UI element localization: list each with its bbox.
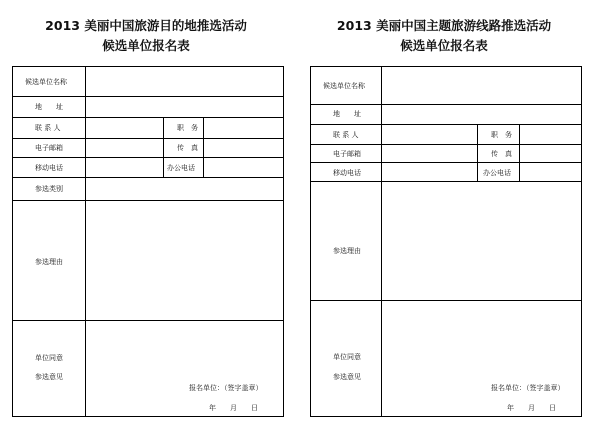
- contact-label: 联 系 人: [35, 124, 61, 132]
- address-label: 地 址: [333, 110, 361, 118]
- fax-label: 传 真: [491, 150, 512, 158]
- reason-label: 参选理由: [35, 258, 63, 266]
- route-registration-form: [304, 0, 584, 428]
- category-label: 参选类别: [35, 185, 63, 193]
- date-label: 年 月 日: [507, 404, 556, 412]
- candidate-name-label: 候选单位名称: [323, 82, 365, 90]
- email-label: 电子邮箱: [333, 150, 361, 158]
- form-title: 2013 美丽中国主题旅游线路推选活动: [336, 18, 552, 33]
- contact-label: 联 系 人: [333, 131, 359, 139]
- date-label: 年 月 日: [209, 404, 258, 412]
- opinion-label-1: 单位同意: [333, 353, 361, 361]
- form-subtitle: 候选单位报名表: [400, 38, 488, 53]
- opinion-label-1: 单位同意: [35, 354, 63, 362]
- office-phone-label: 办公电话: [167, 164, 195, 172]
- fax-label: 传 真: [177, 144, 198, 152]
- sign-unit-label: 报名单位：（签字盖章）: [491, 384, 565, 392]
- mobile-label: 移动电话: [333, 169, 361, 177]
- form-subtitle: 候选单位报名表: [102, 38, 190, 53]
- email-label: 电子邮箱: [35, 144, 63, 152]
- opinion-label-2: 参选意见: [35, 373, 63, 381]
- position-label: 职 务: [177, 124, 198, 132]
- office-phone-label: 办公电话: [483, 169, 511, 177]
- mobile-label: 移动电话: [35, 164, 63, 172]
- registration-table: [310, 66, 582, 417]
- form-title: 2013 美丽中国旅游目的地推选活动: [45, 18, 247, 33]
- position-label: 职 务: [491, 131, 512, 139]
- reason-label: 参选理由: [333, 247, 361, 255]
- opinion-label-2: 参选意见: [333, 373, 361, 381]
- registration-table: [12, 66, 284, 417]
- sign-unit-label: 报名单位：（签字盖章）: [189, 384, 263, 392]
- address-label: 地 址: [35, 103, 63, 111]
- destination-registration-form: [6, 0, 286, 428]
- candidate-name-label: 候选单位名称: [25, 78, 67, 86]
